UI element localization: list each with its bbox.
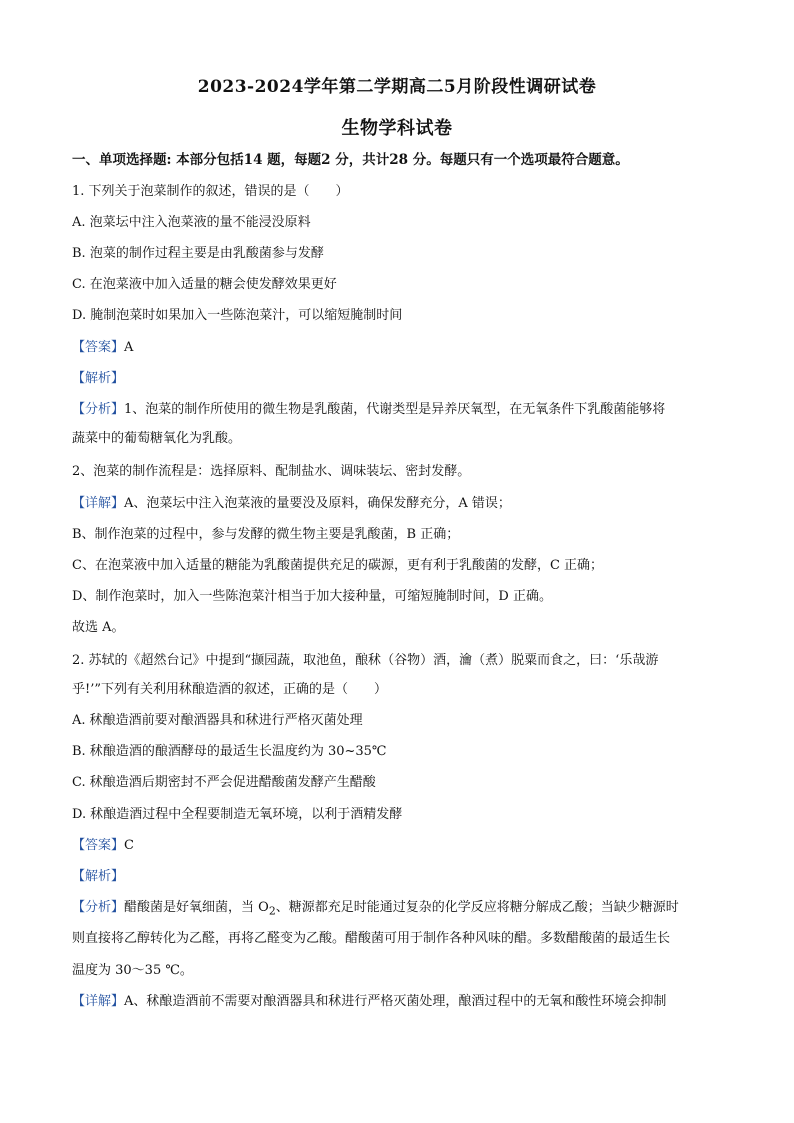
q1-xiangjie-a	[72, 494, 722, 514]
answer-value: A	[124, 340, 134, 355]
q2-fenxi-line-2: 则直接将乙醇转化为乙醛，再将乙醛变为乙酸。醋酸菌可用于制作各种风味的醋。多数醋酸菌的最适生长	[72, 931, 671, 946]
exam-title: 2023-2024学年第二学期高二5月阶段性调研试卷	[197, 77, 597, 97]
fenxi-tag: 【分析】	[72, 900, 125, 915]
q2-analysis-tag: 【解析】	[72, 869, 125, 884]
q1-answer	[72, 338, 722, 358]
q2-option-d: D. 秫酿造酒过程中全程要制造无氧环境，以利于酒精发酵	[72, 807, 403, 822]
answer-value: C	[124, 838, 134, 853]
q1-stem: 1. 下列关于泡菜制作的叙述，错误的是（ ）	[72, 184, 349, 199]
xiangjie-text: A、泡菜坛中注入泡菜液的量要没及原料，确保发酵充分，A 错误；	[124, 496, 511, 511]
q2-xiangjie-a	[72, 992, 722, 1012]
subscript-2: 2	[268, 904, 276, 918]
xiangjie-text: A、秫酿造酒前不需要对酿酒器具和秫进行严格灭菌处理，酿酒过程中的无氧和酸性环境会抑制	[124, 994, 667, 1009]
q1-option-b: B. 泡菜的制作过程主要是由乳酸菌参与发酵	[72, 246, 324, 261]
q2-fenxi-line-1	[72, 898, 722, 922]
q2-answer	[72, 836, 722, 856]
answer-tag: 【答案】	[72, 340, 125, 355]
q1-fenxi-line-3: 2、泡菜的制作流程是：选择原料、配制盐水、调味装坛、密封发酵。	[72, 464, 471, 479]
fenxi-tag: 【分析】	[72, 402, 125, 417]
q2-stem-line-2: 乎!’”下列有关利用秫酿造酒的叙述，正确的是（ ）	[72, 682, 388, 697]
q1-xiangjie-c: C、在泡菜液中加入适量的糖能为乳酸菌提供充足的碳源，更有利于乳酸菌的发酵，C 正确；	[72, 558, 604, 573]
fenxi-text-cont: 、糖源都充足时能通过复杂的化学反应将糖分解成乙酸；当缺少糖源时	[275, 900, 679, 915]
xiangjie-tag: 【详解】	[72, 496, 125, 511]
exam-subject: 生物学科试卷	[341, 118, 453, 139]
fenxi-text: 1、泡菜的制作所使用的微生物是乳酸菌，代谢类型是异养厌氧型，在无氧条件下乳酸菌能够将	[124, 402, 666, 417]
xiangjie-tag: 【详解】	[72, 994, 125, 1009]
q2-option-c: C. 秫酿造酒后期密封不严会促进醋酸菌发酵产生醋酸	[72, 775, 376, 790]
q2-option-b: B. 秫酿造酒的酿酒酵母的最适生长温度约为 30~35℃	[72, 744, 387, 759]
q1-xiangjie-b: B、制作泡菜的过程中，参与发酵的微生物主要是乳酸菌，B 正确；	[72, 527, 460, 542]
q1-option-c: C. 在泡菜液中加入适量的糖会使发酵效果更好	[72, 277, 337, 292]
q2-option-a: A. 秫酿造酒前要对酿酒器具和秫进行严格灭菌处理	[72, 713, 363, 728]
q2-fenxi-line-3: 温度为 30～35 ℃。	[72, 963, 193, 978]
section-heading: 一、单项选择题: 本部分包括14 题，每题2 分，共计28 分。每题只有一个选项最符合题意。	[72, 152, 629, 168]
q1-fenxi-line-1	[72, 400, 722, 420]
q1-xiangjie-d: D、制作泡菜时，加入一些陈泡菜汁相当于加大接种量，可缩短腌制时间，D 正确。	[72, 589, 552, 604]
q1-fenxi-line-2: 蔬菜中的葡萄糖氧化为乳酸。	[72, 431, 242, 446]
answer-tag: 【答案】	[72, 838, 125, 853]
q1-option-d: D. 腌制泡菜时如果加入一些陈泡菜汁，可以缩短腌制时间	[72, 308, 403, 323]
q1-conclusion: 故选 A。	[72, 620, 125, 635]
q1-option-a: A. 泡菜坛中注入泡菜液的量不能浸没原料	[72, 215, 311, 230]
q1-analysis-tag: 【解析】	[72, 371, 125, 386]
q2-stem-line-1: 2. 苏轼的《超然台记》中提到“撷园蔬，取池鱼，酿秫（谷物）酒，瀹（煮）脱粟而食之，曰：‘乐哉游	[72, 653, 659, 668]
fenxi-text: 醋酸菌是好氧细菌，当 O	[124, 900, 269, 915]
